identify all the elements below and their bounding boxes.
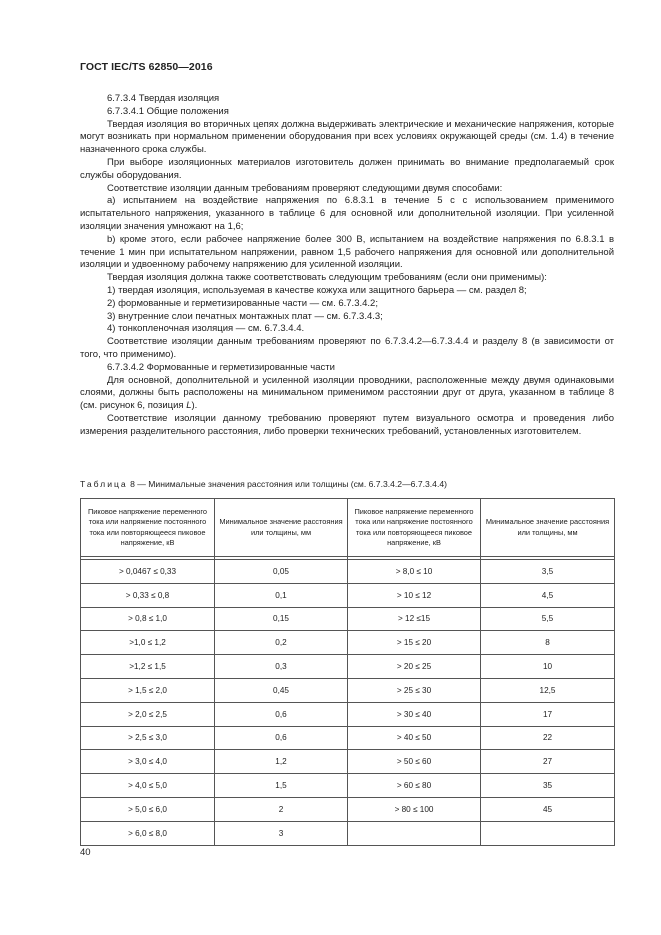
list-item: 1) твердая изоляция, используемая в качестве кожуха или защитного барьера — см. раздел 8;	[107, 284, 527, 296]
table-cell: > 2,0 ≤ 2,5	[81, 702, 215, 726]
paragraph-tail: ).	[191, 400, 198, 412]
table-cell: 0,15	[215, 607, 348, 631]
table-cell: 0,1	[215, 583, 348, 607]
table-row	[81, 560, 615, 584]
table-row	[81, 702, 615, 726]
table-row	[81, 726, 615, 750]
table-cell: 10	[481, 655, 615, 679]
table-cell: > 50 ≤ 60	[348, 750, 481, 774]
table-caption-text: 8 — Минимальные значения расстояния или толщины (см. 6.7.3.4.2—6.7.3.4.4)	[127, 479, 447, 489]
table-cell: > 40 ≤ 50	[348, 726, 481, 750]
table-cell: 0,2	[215, 631, 348, 655]
table-cell: > 12 ≤15	[348, 607, 481, 631]
table-header-row	[81, 499, 615, 557]
table-cell: 12,5	[481, 678, 615, 702]
table-row	[81, 655, 615, 679]
table-row	[81, 607, 615, 631]
list-item: 2) формованные и герметизированные части — см. 6.7.3.4.2;	[107, 297, 378, 309]
header-voltage: Пиковое напряжение переменного тока или напряжение постоянного тока или повторяющееся пиковое напряжение, кВ	[348, 499, 481, 557]
header-voltage: Пиковое напряжение переменного тока или напряжение постоянного тока или повторяющееся пиковое напряжение, кВ	[81, 499, 215, 557]
table-cell: > 25 ≤ 30	[348, 678, 481, 702]
table-cell: 1,2	[215, 750, 348, 774]
table-cell: > 30 ≤ 40	[348, 702, 481, 726]
paragraph: Соответствие изоляции данному требованию проверяют путем визуального осмотра и проведения либо измерения разделительного расстояния, либо проверки технических требований, установленных изготовителем.	[80, 412, 614, 437]
table-row	[81, 774, 615, 798]
table-row	[81, 750, 615, 774]
paragraph: При выборе изоляционных материалов изготовитель должен принимать во внимание предполагаемый срок службы оборудования.	[80, 156, 614, 181]
table-row	[81, 583, 615, 607]
table-cell: > 80 ≤ 100	[348, 797, 481, 821]
list-item: b) кроме этого, если рабочее напряжение более 300 В, испытанием на воздействие напряжения по 6.8.3.1 в течение 1 мин при испытательном напряжении, равном 1,5 рабочего напряжения для основной или дополнительной изоляции и удвоенному рабочему напряжению для усиленной изоляции.	[80, 233, 614, 271]
list-item: 4) тонкопленочная изоляция — см. 6.7.3.4.4.	[107, 323, 305, 335]
table-caption	[80, 479, 447, 489]
table-cell: 1,5	[215, 774, 348, 798]
paragraph	[80, 375, 614, 413]
table-cell: > 6,0 ≤ 8,0	[81, 821, 215, 845]
list-item: 3) внутренние слои печатных монтажных плат — см. 6.7.3.4.3;	[107, 310, 383, 322]
distance-table	[80, 498, 615, 846]
table-cell: > 4,0 ≤ 5,0	[81, 774, 215, 798]
table-row	[81, 797, 615, 821]
table-row	[81, 821, 615, 845]
table-cell: > 20 ≤ 25	[348, 655, 481, 679]
subsection-heading: 6.7.3.4.1 Общие положения	[107, 105, 229, 117]
table-caption-label: Таблица	[80, 479, 128, 489]
table-cell: 2	[215, 797, 348, 821]
list-item: а) испытанием на воздействие напряжения по 6.8.3.1 в течение 5 с с использованием применимого испытательного напряжения, указанного в таблице 6 для основной или дополнительной изоляции. При усиленной изоляции значения умножают на 1,6;	[80, 195, 614, 232]
table-cell: 27	[481, 750, 615, 774]
paragraph-text: Для основной, дополнительной и усиленной изоляции проводники, расположенные между двумя одинаковыми слоями, должны быть расположены на минимальном применимом расстоянии друг от друга, указанном в таблице 8 (см. рисунок 6, позиция	[80, 374, 614, 412]
table-cell: > 0,8 ≤ 1,0	[81, 607, 215, 631]
table-cell: > 0,33 ≤ 0,8	[81, 583, 215, 607]
table-row	[81, 631, 615, 655]
table-cell	[348, 821, 481, 845]
table-cell: > 5,0 ≤ 6,0	[81, 797, 215, 821]
table-cell: 35	[481, 774, 615, 798]
table-cell: 17	[481, 702, 615, 726]
document-header: ГОСТ IEC/TS 62850—2016	[80, 61, 213, 73]
table-cell: 45	[481, 797, 615, 821]
table-cell: 8	[481, 631, 615, 655]
table-cell: > 0,0467 ≤ 0,33	[81, 560, 215, 584]
table-cell: > 8,0 ≤ 10	[348, 560, 481, 584]
table-cell: 3	[215, 821, 348, 845]
table-cell: 0,45	[215, 678, 348, 702]
page-number: 40	[80, 847, 91, 858]
table-cell: >1,2 ≤ 1,5	[81, 655, 215, 679]
table-cell	[481, 821, 615, 845]
body-text	[80, 93, 614, 439]
subsection-heading: 6.7.3.4.2 Формованные и герметизированные части	[107, 361, 335, 373]
paragraph: Соответствие изоляции данным требованиям проверяют следующими двумя способами:	[107, 182, 503, 194]
table-row	[81, 678, 615, 702]
table-cell: > 3,0 ≤ 4,0	[81, 750, 215, 774]
table-cell: > 10 ≤ 12	[348, 583, 481, 607]
position-letter: L	[186, 400, 192, 412]
header-distance: Минимальное значение расстояния или толщины, мм	[481, 499, 615, 557]
table-cell: 22	[481, 726, 615, 750]
table-cell: > 1,5 ≤ 2,0	[81, 678, 215, 702]
section-heading: 6.7.3.4 Твердая изоляция	[107, 93, 220, 104]
paragraph: Твердая изоляция во вторичных цепях должна выдерживать электрические и механические напряжения, которые могут возникать при нормальном применении оборудования при всех условиях окружающей среды (см. 1.4) в течение назначенного срока службы.	[80, 118, 614, 156]
table-cell: 5,5	[481, 607, 615, 631]
table-cell: > 60 ≤ 80	[348, 774, 481, 798]
table-body	[81, 560, 615, 846]
header-distance: Минимальное значение расстояния или толщины, мм	[215, 499, 348, 557]
paragraph: Соответствие изоляции данным требованиям проверяют по 6.7.3.4.2—6.7.3.4.4 и разделу 8 (в зависимости от того, что применимо).	[80, 336, 614, 360]
table-cell: > 2,5 ≤ 3,0	[81, 726, 215, 750]
table-cell: 3,5	[481, 560, 615, 584]
table-cell: 0,05	[215, 560, 348, 584]
table-cell: 0,6	[215, 702, 348, 726]
table-cell: > 15 ≤ 20	[348, 631, 481, 655]
table-cell: 0,3	[215, 655, 348, 679]
paragraph: Твердая изоляция должна также соответствовать следующим требованиям (если они применимы):	[107, 272, 547, 284]
table-cell: 0,6	[215, 726, 348, 750]
table-cell: 4,5	[481, 583, 615, 607]
table-cell: >1,0 ≤ 1,2	[81, 631, 215, 655]
